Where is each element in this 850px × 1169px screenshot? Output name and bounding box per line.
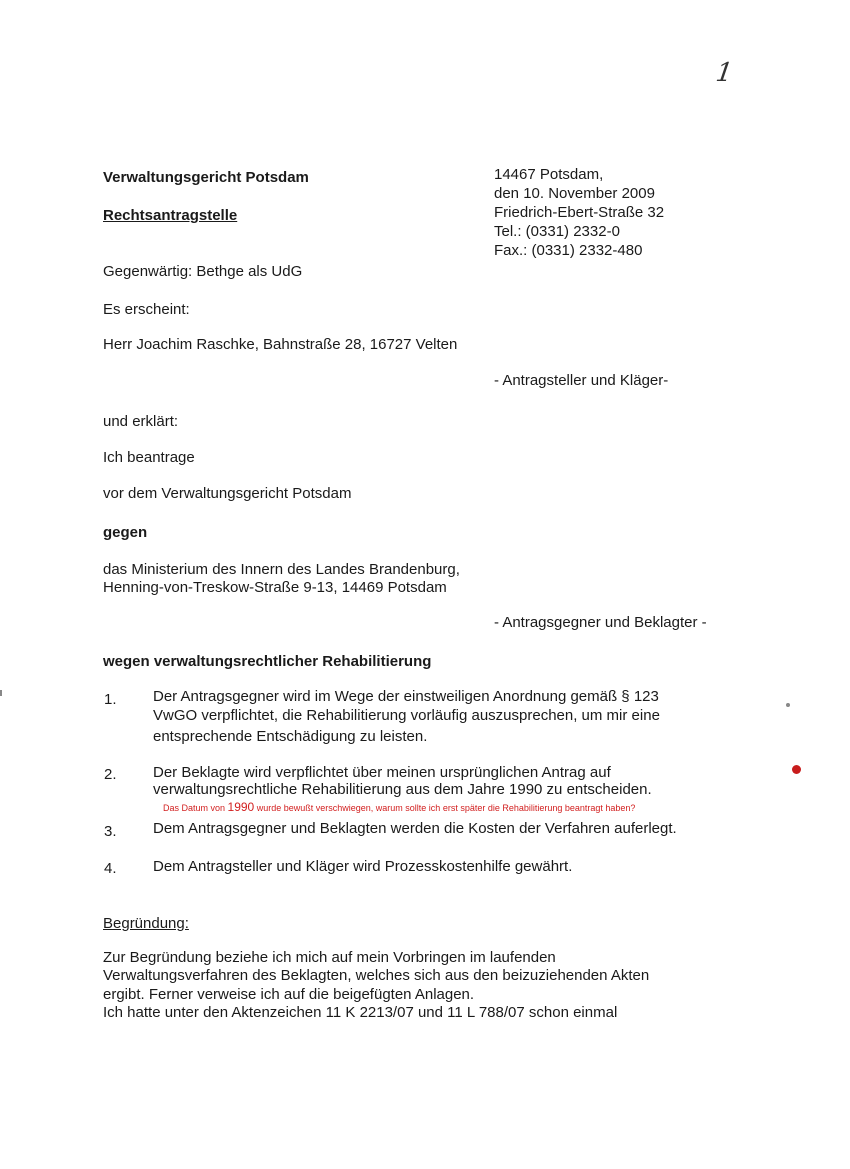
respondent-role: - Antragsgegner und Beklagter - [494, 614, 707, 631]
present-line: Gegenwärtig: Bethge als UdG [103, 263, 303, 280]
reasons-line: Verwaltungsverfahren des Beklagten, welches sich aus den beizuziehenden Akten [103, 967, 650, 984]
office-name: Rechtsantragstelle [103, 207, 238, 224]
court-name: Verwaltungsgericht Potsdam [103, 169, 309, 186]
address-line: Friedrich-Ebert-Straße 32 [494, 204, 665, 221]
handwritten-page-number: 1 [713, 58, 735, 88]
request-line: Ich beantrage [103, 449, 195, 466]
item-line: entsprechende Entschädigung zu leisten. [153, 728, 428, 745]
address-block [494, 165, 664, 260]
reasons-line: Ich hatte unter den Aktenzeichen 11 K 2213/07 und 11 L 788/07 schon einmal [103, 1004, 618, 1021]
item-line: Dem Antragsteller und Kläger wird Prozesskostenhilfe gewährt. [153, 858, 573, 875]
reasons-heading: Begründung: [103, 915, 189, 932]
scan-speck [786, 703, 790, 707]
applicant-role: - Antragsteller und Kläger- [494, 372, 669, 389]
item-number: 1. [104, 691, 117, 708]
annotation-text: Das Datum von [163, 803, 228, 813]
before-court-line: vor dem Verwaltungsgericht Potsdam [103, 485, 352, 502]
reasons-line: ergibt. Ferner verweise ich auf die beigefügten Anlagen. [103, 986, 475, 1003]
address-line: 14467 Potsdam, [494, 166, 604, 183]
phone-line: Tel.: (0331) 2332-0 [494, 223, 620, 240]
item-line: Der Antragsgegner wird im Wege der einstweiligen Anordnung gemäß § 123 [153, 688, 659, 705]
red-annotation [163, 801, 635, 814]
item-number: 3. [104, 823, 117, 840]
annotation-year: 1990 [227, 800, 255, 814]
appears-line: Es erscheint: [103, 301, 190, 318]
applicant-line: Herr Joachim Raschke, Bahnstraße 28, 16727 Velten [103, 336, 458, 353]
item-line: Dem Antragsgegner und Beklagten werden die Kosten der Verfahren auferlegt. [153, 820, 677, 837]
scan-edge-mark [0, 690, 2, 696]
item-number: 4. [104, 860, 117, 877]
reasons-line: Zur Begründung beziehe ich mich auf mein Vorbringen im laufenden [103, 949, 556, 966]
respondent-line: das Ministerium des Innern des Landes Brandenburg, [103, 561, 460, 578]
item-line: verwaltungsrechtliche Rehabilitierung aus dem Jahre 1990 zu entscheiden. [153, 781, 652, 798]
against-heading: gegen [103, 524, 148, 541]
annotation-text: wurde bewußt verschwiegen, warum sollte ich erst später die Rehabilitierung beantragt haben? [254, 803, 636, 813]
item-line: VwGO verpflichtet, die Rehabilitierung vorläufig auszusprechen, um mir eine [153, 707, 660, 724]
date-line: den 10. November 2009 [494, 185, 655, 202]
item-line: Der Beklagte wird verpflichtet über meinen ursprünglichen Antrag auf [153, 764, 611, 781]
fax-line: Fax.: (0331) 2332-480 [494, 242, 643, 259]
red-dot-mark [792, 765, 801, 774]
subject-heading: wegen verwaltungsrechtlicher Rehabilitierung [103, 653, 432, 670]
item-number: 2. [104, 766, 117, 783]
declares-line: und erklärt: [103, 413, 179, 430]
respondent-line: Henning-von-Treskow-Straße 9-13, 14469 Potsdam [103, 579, 447, 596]
